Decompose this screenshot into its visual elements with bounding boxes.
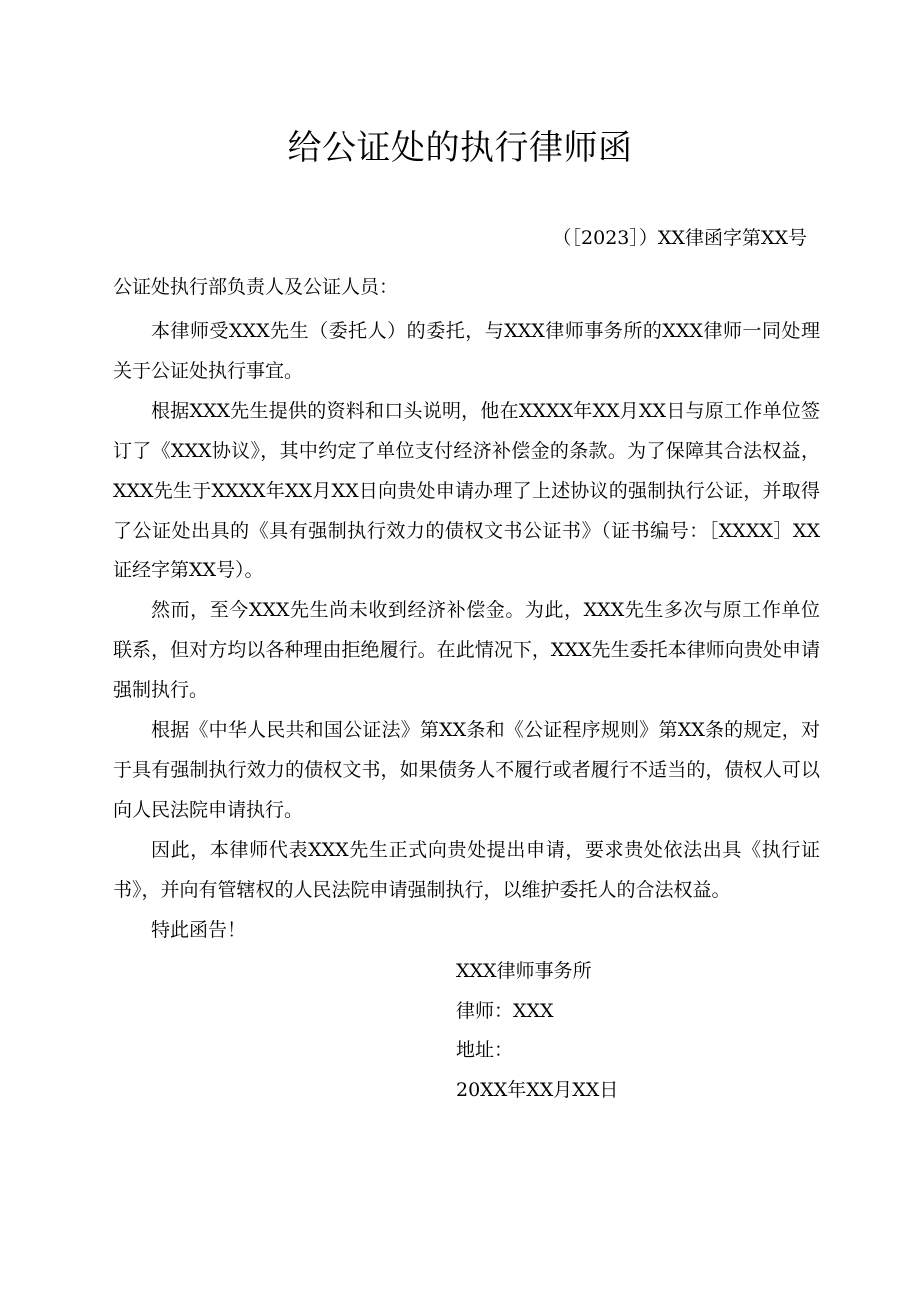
document-number: （［2023］）XX律函字第XX号 <box>552 227 807 249</box>
body-paragraph-4: 根据《中华人民共和国公证法》第XX条和《公证程序规则》第XX条的规定，对于具有强制执行效力的债权文书，如果债务人不履行或者履行不适当的，债权人可以向人民法院申请执行。 <box>113 719 820 821</box>
salutation: 公证处执行部负责人及公证人员： <box>113 276 399 298</box>
signature-lawyer: 律师：XXX <box>456 999 554 1022</box>
document-title: 给公证处的执行律师函 <box>287 128 633 168</box>
signature-firm: XXX律师事务所 <box>456 960 592 982</box>
signature-block <box>456 952 618 1110</box>
body-paragraph-1: 本律师受XXX先生（委托人）的委托，与XXX律师事务所的XXX律师一同处理关于公证处执行事宜。 <box>113 320 820 382</box>
closing-line: 特此函告！ <box>151 918 247 941</box>
signature-address: 地址： <box>456 1039 514 1062</box>
signature-date: 20XX年XX月XX日 <box>456 1078 619 1101</box>
body-paragraph-5: 因此，本律师代表XXX先生正式向贵处提出申请，要求贵处依法出具《执行证书》，并向有管辖权的人民法院申请强制执行，以维护委托人的合法权益。 <box>113 838 820 901</box>
body-paragraph-3: 然而，至今XXX先生尚未收到经济补偿金。为此，XXX先生多次与原工作单位联系，但对方均以各种理由拒绝履行。在此情况下，XXX先生委托本律师向贵处申请强制执行。 <box>113 599 820 702</box>
letter-body <box>113 312 820 951</box>
body-paragraph-2: 根据XXX先生提供的资料和口头说明，他在XXXX年XX月XX日与原工作单位签订了《XXX协议》，其中约定了单位支付经济补偿金的条款。为了保障其合法权益，XXX先生于XXXX年XX月XX日向贵处申请办理了上述协议的强制执行公证，并取得了公证处出具的《具有强制执行效力的债权文书公证书》（证书编号：［XXXX］XX证经字第XX号）。 <box>113 399 820 582</box>
